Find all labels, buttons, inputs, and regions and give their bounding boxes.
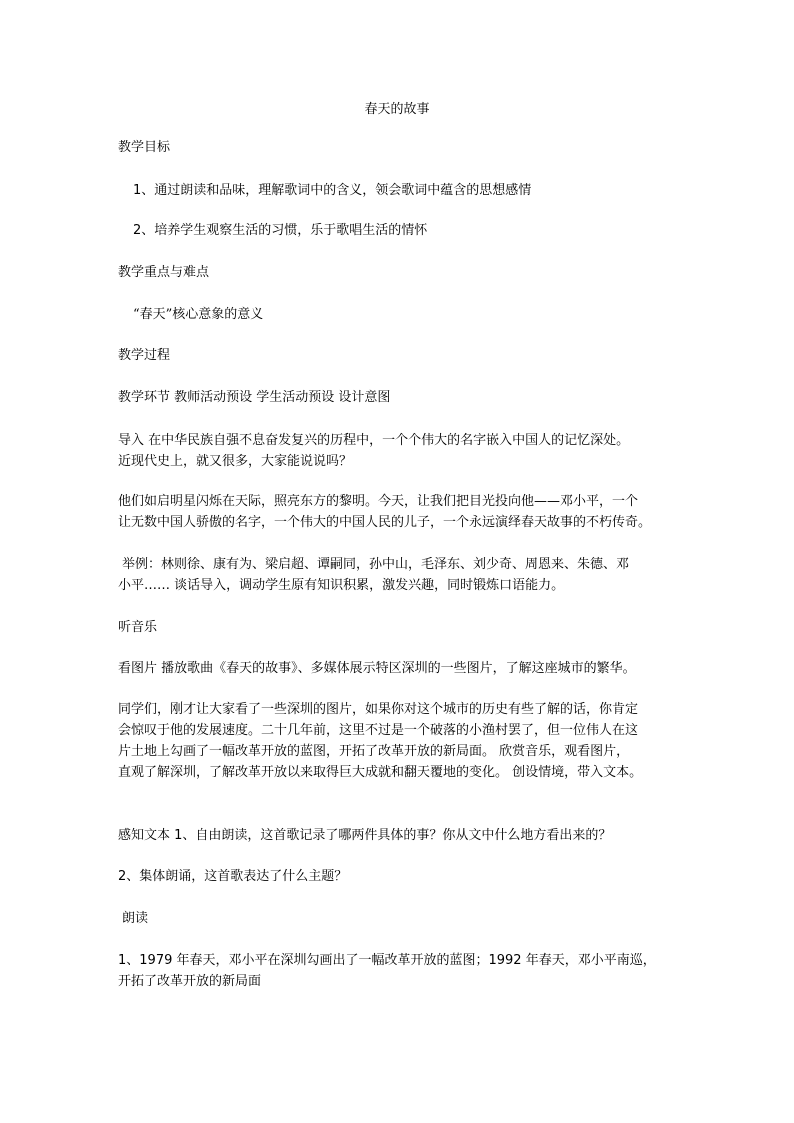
paragraph-line: 举例：林则徐、康有为、梁启超、谭嗣同，孙中山，毛泽东、刘少奇、周恩来、朱德、邓	[122, 557, 630, 572]
key-points-heading: 教学重点与难点	[118, 265, 210, 280]
process-heading: 教学过程	[118, 348, 171, 363]
paragraph-line: 同学们，刚才让大家看了一些深圳的图片，如果你对这个城市的历史有些了解的话，你肯定	[118, 702, 639, 717]
paragraph-line: 感知文本 1、自由朗读，这首歌记录了哪两件具体的事？你从文中什么地方看出来的？	[118, 828, 612, 843]
paragraph-line: 看图片 播放歌曲《春天的故事》、多媒体展示特区深圳的一些图片，了解这座城市的繁华。	[118, 661, 636, 676]
paragraph-line: 小平…… 谈话导入，调动学生原有知识积累，激发兴趣，同时锻炼口语能力。	[118, 578, 565, 593]
objective-item: 2、培养学生观察生活的习惯，乐于歌唱生活的情怀	[133, 223, 428, 238]
paragraph-line: 2、集体朗诵，这首歌表达了什么主题？	[118, 869, 348, 884]
paragraph-line: 片土地上勾画了一幅改革开放的蓝图，开拓了改革开放的新局面。 欣赏音乐，观看图片，	[118, 744, 630, 759]
music-heading: 听音乐	[118, 620, 158, 635]
objective-item: 1、通过朗读和品味，理解歌词中的含义，领会歌词中蕴含的思想感情	[133, 183, 532, 198]
paragraph-line: 开拓了改革开放的新局面	[118, 974, 262, 989]
reading-heading: 朗读	[122, 911, 149, 926]
columns-line: 教学环节 教师活动预设 学生活动预设 设计意图	[118, 390, 391, 405]
page-title: 春天的故事	[364, 102, 430, 117]
paragraph-line: 会惊叹于他的发展速度。二十几年前，这里不过是一个破落的小渔村罢了，但一位伟人在这	[118, 723, 639, 738]
paragraph-line: 近现代史上，就又很多，大家能说说吗？	[118, 454, 353, 469]
key-point-text: “春天”核心意象的意义	[133, 307, 264, 322]
objectives-heading: 教学目标	[118, 140, 171, 155]
paragraph-line: 他们如启明星闪烁在天际，照亮东方的黎明。今天，让我们把目光投向他——邓小平，一个	[118, 494, 639, 509]
paragraph-line: 直观了解深圳，了解改革开放以来取得巨大成就和翻天覆地的变化。 创设情境，带入文本。	[118, 765, 643, 780]
paragraph-line: 1、1979 年春天，邓小平在深圳勾画出了一幅改革开放的蓝图；1992 年春天，邓小平南巡，	[118, 953, 656, 968]
paragraph-line: 让无数中国人骄傲的名字，一个伟大的中国人民的儿子，一个永远演绎春天故事的不朽传奇。	[118, 515, 652, 530]
paragraph-line: 导入 在中华民族自强不息奋发复兴的历程中，一个个伟大的名字嵌入中国人的记忆深处。	[118, 433, 630, 448]
